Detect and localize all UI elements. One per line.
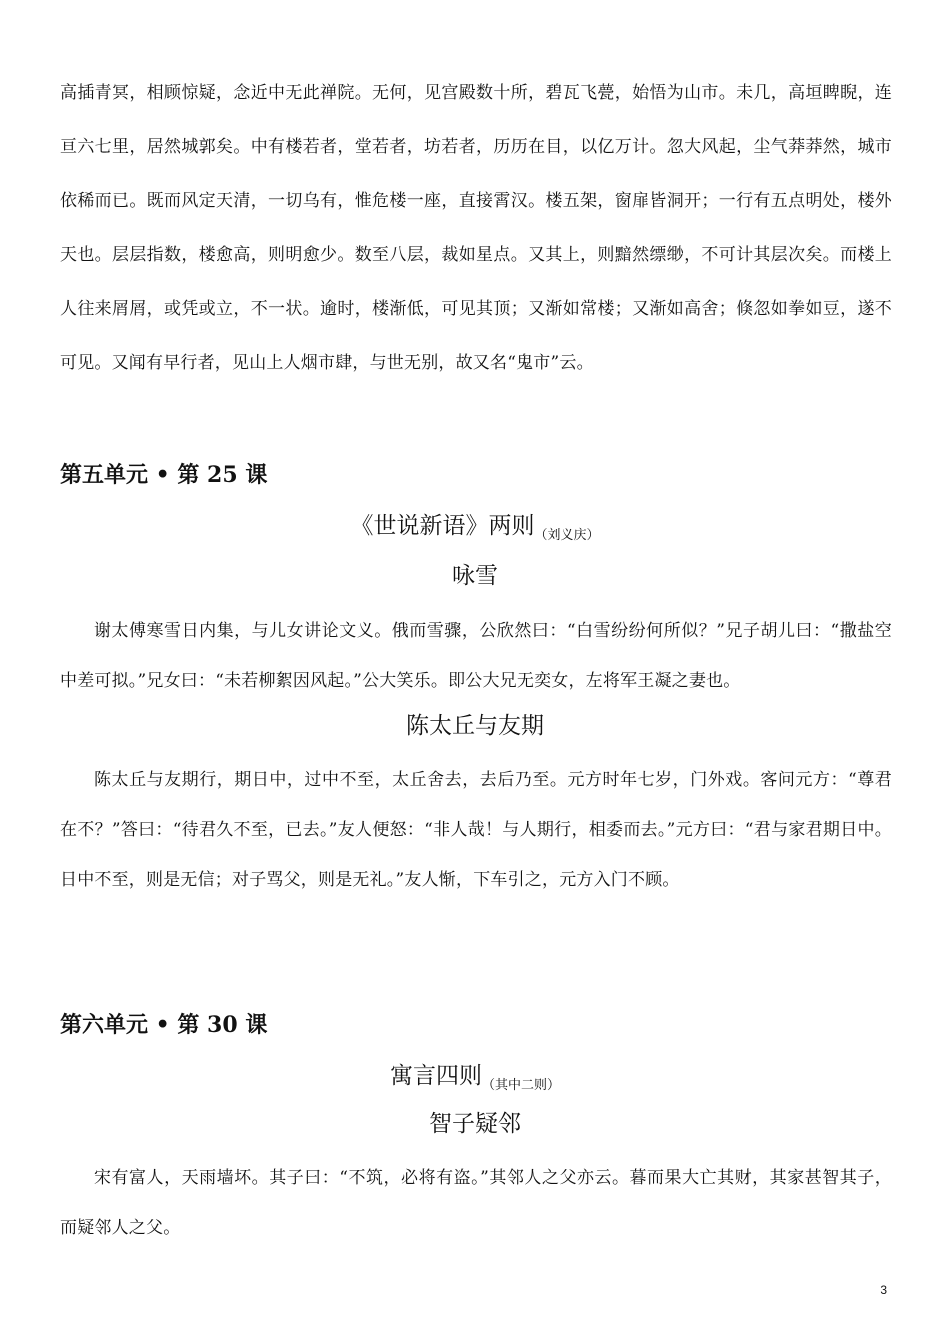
- page-number: 3: [880, 1283, 887, 1297]
- story-text-chentaiqiu: 陈太丘与友期行，期日中，过中不至，太丘舍去，去后乃至。元方时年七岁，门外戏。客问元方：“尊君在不？”答曰：“待君久不至，已去。”友人便怒：“非人哉！与人期行，相委而去。”元方曰：“君与家君期日中。日中不至，则是无信；对子骂父，则是无礼。”友人惭，下车引之，元方入门不顾。: [60, 770, 892, 890]
- story-title-yongxue: 咏雪: [452, 563, 498, 589]
- lesson-title-text: 寓言四则: [389, 1063, 482, 1089]
- unit-heading-6-lesson-30: 第六单元 • 第 30 课: [60, 1012, 268, 1038]
- story-title-chentaiqiu: 陈太丘与友期: [406, 713, 544, 739]
- lesson-title-shishuo: [0, 510, 950, 552]
- lesson-title-note: （其中二则）: [481, 1078, 560, 1093]
- lesson-title-yuyan: [0, 1060, 950, 1102]
- lesson-title-text: 《世说新语》两则: [350, 513, 535, 539]
- story-title-zhiziyilin: 智子疑邻: [429, 1111, 521, 1137]
- shanshi-passage-ending: 高插青冥，相顾惊疑，念近中无此禅院。无何，见宫殿数十所，碧瓦飞甍，始悟为山市。未几，高垣睥睨，连亘六七里，居然城郭矣。中有楼若者，堂若者，坊若者，历历在目，以亿万计。忽大风起，尘气莽莽然，城市依稀而已。既而风定天清，一切乌有，惟危楼一座，直接霄汉。楼五架，窗扉皆洞开；一行有五点明处，楼外天也。层层指数，楼愈高，则明愈少。数至八层，裁如星点。又其上，则黯然缥缈，不可计其层次矣。而楼上人往来屑屑，或凭或立，不一状。逾时，楼渐低，可见其顶；又渐如常楼；又渐如高舍；倏忽如拳如豆，遂不可见。又闻有早行者，见山上人烟市肆，与世无别，故又名“鬼市”云。: [60, 83, 892, 373]
- unit-heading-5-lesson-25: 第五单元 • 第 25 课: [60, 462, 268, 488]
- lesson-title-author: （刘义庆）: [534, 528, 600, 543]
- story-text-zhiziyilin: 宋有富人，天雨墙坏。其子曰：“不筑，必将有盗。”其邻人之父亦云。暮而果大亡其财，其家甚智其子，而疑邻人之父。: [60, 1168, 892, 1238]
- story-text-yongxue: 谢太傅寒雪日内集，与儿女讲论文义。俄而雪骤，公欣然曰：“白雪纷纷何所似？”兄子胡儿曰：“撒盐空中差可拟。”兄女曰：“未若柳絮因风起。”公大笑乐。即公大兄无奕女，左将军王凝之妻也。: [60, 621, 892, 691]
